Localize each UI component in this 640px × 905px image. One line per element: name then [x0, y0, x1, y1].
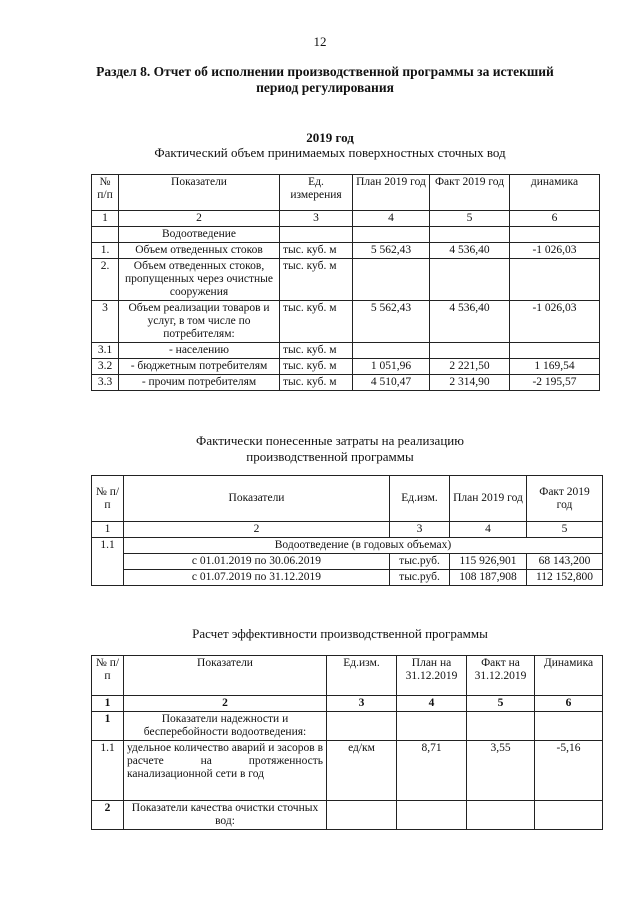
table-row: [92, 712, 603, 741]
index-cell: 1: [92, 696, 124, 712]
index-cell: 4: [353, 211, 430, 227]
index-row: [92, 696, 603, 712]
table-row: [92, 801, 603, 830]
table3-caption: Расчет эффективности производственной программы: [192, 626, 488, 641]
index-cell: 1: [92, 211, 119, 227]
header-cell: № п/п: [92, 175, 119, 211]
header-cell: Показатели: [119, 175, 280, 211]
header-cell: Показатели: [124, 656, 327, 696]
dynamics-cell: -5,16: [535, 741, 603, 801]
table2-caption: Фактически понесенные затраты на реализацию производственной программы: [196, 433, 464, 464]
row-number: 2: [92, 801, 124, 830]
header-cell: Ед. измерения: [280, 175, 353, 211]
volume-table: [91, 174, 600, 391]
index-cell: 2: [124, 522, 390, 538]
header-cell: План 2019 год: [450, 476, 527, 522]
table-row: [92, 343, 600, 359]
unit-cell: [327, 712, 397, 741]
index-cell: 5: [527, 522, 603, 538]
indicator-cell: Объем отведенных стоков, пропущенных через очистные сооружения: [119, 259, 280, 301]
header-cell: Факт 2019 год: [527, 476, 603, 522]
table-row: [92, 554, 603, 570]
fact-cell: 2 221,50: [430, 359, 510, 375]
indicator-cell: Показатели надежности и бесперебойности водоотведения:: [124, 712, 327, 741]
dynamics-cell: [510, 259, 600, 301]
row-number: 2.: [92, 259, 119, 301]
row-number: 3.1: [92, 343, 119, 359]
indicator-cell: - населению: [119, 343, 280, 359]
table-row: [92, 375, 600, 391]
efficiency-table: [91, 655, 603, 830]
period-cell: с 01.07.2019 по 31.12.2019: [124, 570, 390, 586]
plan-cell: 115 926,901: [450, 554, 527, 570]
dynamics-cell: -1 026,03: [510, 301, 600, 343]
index-row: [92, 211, 600, 227]
row-number: 3.2: [92, 359, 119, 375]
unit-cell: тыс. куб. м: [280, 375, 353, 391]
unit-cell: тыс.руб.: [390, 554, 450, 570]
fact-cell: 112 152,800: [527, 570, 603, 586]
table1-caption: Фактический объем принимаемых поверхностных сточных вод: [154, 145, 506, 160]
fact-cell: [430, 259, 510, 301]
table-row: [92, 741, 603, 801]
table-row: [92, 359, 600, 375]
year-heading: 2019 год: [306, 130, 354, 145]
index-cell: 6: [535, 696, 603, 712]
indicator-cell: Объем отведенных стоков: [119, 243, 280, 259]
header-cell: Факт на 31.12.2019: [467, 656, 535, 696]
unit-cell: тыс. куб. м: [280, 301, 353, 343]
table-row: [92, 243, 600, 259]
unit-cell: ед/км: [327, 741, 397, 801]
indicator-cell: - бюджетным потребителям: [119, 359, 280, 375]
plan-cell: [353, 343, 430, 359]
group-label: Водоотведение: [119, 227, 280, 243]
dynamics-cell: [535, 712, 603, 741]
row-number: 1.1: [92, 538, 124, 586]
plan-cell: [397, 801, 467, 830]
table-header-row: [92, 175, 600, 211]
section-title: Раздел 8. Отчет об исполнении производственной программы за истекший период регулирования: [96, 64, 554, 95]
dynamics-cell: -2 195,57: [510, 375, 600, 391]
page-number: 12: [313, 34, 327, 49]
unit-cell: тыс. куб. м: [280, 359, 353, 375]
fact-cell: 68 143,200: [527, 554, 603, 570]
index-cell: 3: [390, 522, 450, 538]
table-row: [92, 259, 600, 301]
header-cell: Ед.изм.: [390, 476, 450, 522]
index-cell: 4: [397, 696, 467, 712]
unit-cell: [327, 801, 397, 830]
plan-cell: [397, 712, 467, 741]
fact-cell: [467, 801, 535, 830]
group-row: [92, 227, 600, 243]
index-row: [92, 522, 603, 538]
row-number: 3: [92, 301, 119, 343]
header-cell: № п/п: [92, 476, 124, 522]
table-row: [92, 301, 600, 343]
unit-cell: тыс. куб. м: [280, 259, 353, 301]
index-cell: 2: [119, 211, 280, 227]
unit-cell: тыс.руб.: [390, 570, 450, 586]
plan-cell: 1 051,96: [353, 359, 430, 375]
group-label: Водоотведение (в годовых объемах): [124, 538, 603, 554]
fact-cell: 3,55: [467, 741, 535, 801]
row-number: 3.3: [92, 375, 119, 391]
index-cell: 1: [92, 522, 124, 538]
fact-cell: 4 536,40: [430, 301, 510, 343]
index-cell: 3: [280, 211, 353, 227]
indicator-cell: Объем реализации товаров и услуг, в том числе по потребителям:: [119, 301, 280, 343]
index-cell: 4: [450, 522, 527, 538]
fact-cell: [467, 712, 535, 741]
table-header-row: [92, 656, 603, 696]
plan-cell: 4 510,47: [353, 375, 430, 391]
period-cell: с 01.01.2019 по 30.06.2019: [124, 554, 390, 570]
header-cell: № п/п: [92, 656, 124, 696]
costs-table: [91, 475, 603, 586]
fact-cell: 4 536,40: [430, 243, 510, 259]
dynamics-cell: [535, 801, 603, 830]
row-number: 1.1: [92, 741, 124, 801]
indicator-cell: Показатели качества очистки сточных вод:: [124, 801, 327, 830]
header-cell: Ед.изм.: [327, 656, 397, 696]
header-cell: План 2019 год: [353, 175, 430, 211]
unit-cell: тыс. куб. м: [280, 243, 353, 259]
dynamics-cell: 1 169,54: [510, 359, 600, 375]
plan-cell: [353, 259, 430, 301]
header-cell: План на 31.12.2019: [397, 656, 467, 696]
plan-cell: 8,71: [397, 741, 467, 801]
header-cell: Факт 2019 год: [430, 175, 510, 211]
header-cell: динамика: [510, 175, 600, 211]
header-cell: Динамика: [535, 656, 603, 696]
index-cell: 3: [327, 696, 397, 712]
header-cell: Показатели: [124, 476, 390, 522]
dynamics-cell: -1 026,03: [510, 243, 600, 259]
index-cell: 5: [467, 696, 535, 712]
row-number: 1: [92, 712, 124, 741]
plan-cell: 108 187,908: [450, 570, 527, 586]
fact-cell: [430, 343, 510, 359]
unit-cell: тыс. куб. м: [280, 343, 353, 359]
index-cell: 6: [510, 211, 600, 227]
table-header-row: [92, 476, 603, 522]
table-row: [92, 570, 603, 586]
fact-cell: 2 314,90: [430, 375, 510, 391]
plan-cell: 5 562,43: [353, 301, 430, 343]
index-cell: 2: [124, 696, 327, 712]
indicator-cell: удельное количество аварий и засоров в расчете на протяженность канализационной сети в год: [124, 741, 327, 801]
dynamics-cell: [510, 343, 600, 359]
index-cell: 5: [430, 211, 510, 227]
group-row: [92, 538, 603, 554]
row-number: 1.: [92, 243, 119, 259]
plan-cell: 5 562,43: [353, 243, 430, 259]
indicator-cell: - прочим потребителям: [119, 375, 280, 391]
